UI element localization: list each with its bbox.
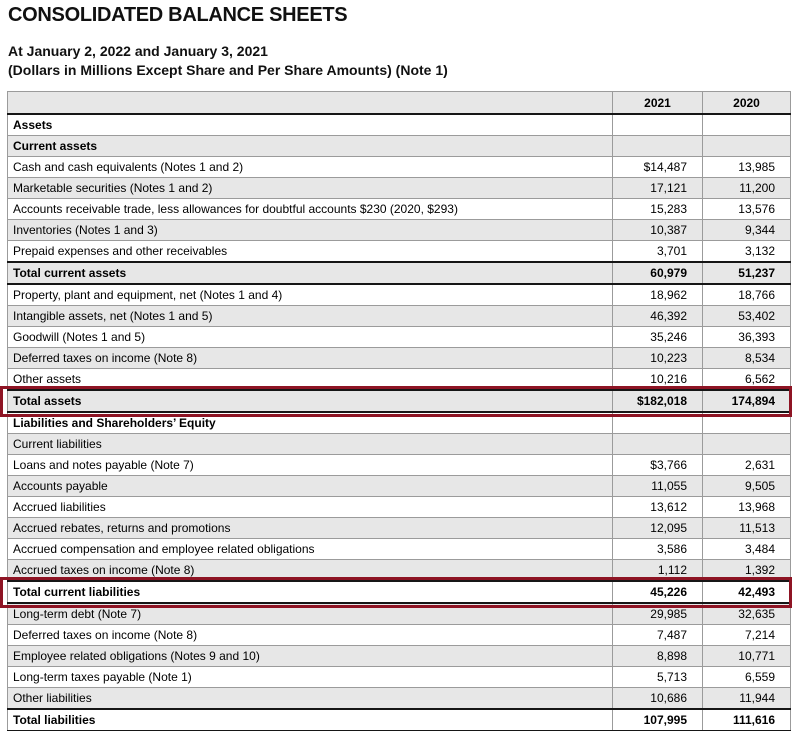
table-row: [8, 560, 791, 582]
value-2020: 36,393: [703, 327, 791, 348]
value-2021: 12,095: [613, 518, 703, 539]
value-2020: [703, 114, 791, 136]
value-2021: 35,246: [613, 327, 703, 348]
document-header: [8, 4, 448, 80]
row-label: Inventories (Notes 1 and 3): [8, 220, 613, 241]
row-label: Accrued rebates, returns and promotions: [8, 518, 613, 539]
value-2020: 6,559: [703, 667, 791, 688]
value-2020: [703, 434, 791, 455]
table-row: [8, 412, 791, 434]
value-2021: 10,387: [613, 220, 703, 241]
row-label: Total current assets: [8, 262, 613, 284]
value-2020: 18,766: [703, 284, 791, 306]
row-label: Accrued compensation and employee related obligations: [8, 539, 613, 560]
value-2021: [613, 136, 703, 157]
value-2020: 2,631: [703, 455, 791, 476]
column-header-2020: 2020: [703, 92, 791, 115]
value-2020: 6,562: [703, 369, 791, 391]
value-2021: $182,018: [613, 390, 703, 412]
value-2021: 7,487: [613, 625, 703, 646]
table-row: [8, 603, 791, 625]
row-label: Loans and notes payable (Note 7): [8, 455, 613, 476]
table-row: [8, 497, 791, 518]
value-2021: 18,962: [613, 284, 703, 306]
table-row: [8, 581, 791, 603]
value-2020: 32,635: [703, 603, 791, 625]
financial-table: [7, 91, 791, 731]
value-2021: 10,216: [613, 369, 703, 391]
row-label: Accounts receivable trade, less allowances for doubtful accounts $230 (2020, $293): [8, 199, 613, 220]
row-label: Cash and cash equivalents (Notes 1 and 2): [8, 157, 613, 178]
value-2020: 10,771: [703, 646, 791, 667]
value-2021: 5,713: [613, 667, 703, 688]
value-2021: 46,392: [613, 306, 703, 327]
value-2021: 3,586: [613, 539, 703, 560]
row-label: Accounts payable: [8, 476, 613, 497]
value-2021: 13,612: [613, 497, 703, 518]
label-column-header: [8, 92, 613, 115]
subtitle-units: (Dollars in Millions Except Share and Per Share Amounts) (Note 1): [8, 62, 448, 78]
value-2020: 111,616: [703, 709, 791, 731]
value-2021: 45,226: [613, 581, 703, 603]
value-2020: 1,392: [703, 560, 791, 582]
row-label: Long-term taxes payable (Note 1): [8, 667, 613, 688]
value-2020: 13,576: [703, 199, 791, 220]
row-label: Total assets: [8, 390, 613, 412]
value-2020: 11,513: [703, 518, 791, 539]
value-2021: [613, 412, 703, 434]
table-row: [8, 369, 791, 391]
row-label: Current assets: [8, 136, 613, 157]
row-label: Property, plant and equipment, net (Notes 1 and 4): [8, 284, 613, 306]
value-2020: 7,214: [703, 625, 791, 646]
table-row: [8, 157, 791, 178]
value-2021: $3,766: [613, 455, 703, 476]
value-2021: [613, 114, 703, 136]
value-2020: 51,237: [703, 262, 791, 284]
value-2021: 10,686: [613, 688, 703, 710]
row-label: Goodwill (Notes 1 and 5): [8, 327, 613, 348]
table-row: [8, 284, 791, 306]
table-row: [8, 327, 791, 348]
row-label: Marketable securities (Notes 1 and 2): [8, 178, 613, 199]
row-label: Other liabilities: [8, 688, 613, 710]
table-row: [8, 667, 791, 688]
value-2020: 13,968: [703, 497, 791, 518]
value-2020: 174,894: [703, 390, 791, 412]
value-2021: $14,487: [613, 157, 703, 178]
column-header-2021: 2021: [613, 92, 703, 115]
table-row: [8, 199, 791, 220]
value-2021: 8,898: [613, 646, 703, 667]
row-label: Current liabilities: [8, 434, 613, 455]
value-2021: 107,995: [613, 709, 703, 731]
table-row: [8, 178, 791, 199]
value-2020: 3,484: [703, 539, 791, 560]
row-label: Prepaid expenses and other receivables: [8, 241, 613, 263]
subtitle-dates: At January 2, 2022 and January 3, 2021: [8, 43, 268, 59]
row-label: Total liabilities: [8, 709, 613, 731]
value-2021: 3,701: [613, 241, 703, 263]
value-2020: 9,505: [703, 476, 791, 497]
value-2020: 11,944: [703, 688, 791, 710]
value-2020: 11,200: [703, 178, 791, 199]
row-label: Employee related obligations (Notes 9 and 10): [8, 646, 613, 667]
row-label: Accrued liabilities: [8, 497, 613, 518]
table-row: [8, 390, 791, 412]
table-row: [8, 455, 791, 476]
value-2020: [703, 412, 791, 434]
table-header-row: [8, 92, 791, 115]
value-2020: [703, 136, 791, 157]
value-2020: 8,534: [703, 348, 791, 369]
table-row: [8, 306, 791, 327]
value-2020: 9,344: [703, 220, 791, 241]
value-2020: 53,402: [703, 306, 791, 327]
value-2021: 15,283: [613, 199, 703, 220]
page-title: CONSOLIDATED BALANCE SHEETS: [8, 4, 348, 26]
value-2021: 60,979: [613, 262, 703, 284]
table-row: [8, 518, 791, 539]
table-row: [8, 220, 791, 241]
row-label: Assets: [8, 114, 613, 136]
value-2020: 42,493: [703, 581, 791, 603]
balance-sheet-table: [7, 91, 792, 731]
table-row: [8, 434, 791, 455]
table-row: [8, 241, 791, 263]
row-label: Deferred taxes on income (Note 8): [8, 625, 613, 646]
table-row: [8, 114, 791, 136]
value-2021: [613, 434, 703, 455]
value-2021: 17,121: [613, 178, 703, 199]
row-label: Accrued taxes on income (Note 8): [8, 560, 613, 582]
value-2021: 10,223: [613, 348, 703, 369]
row-label: Long-term debt (Note 7): [8, 603, 613, 625]
row-label: Liabilities and Shareholders’ Equity: [8, 412, 613, 434]
value-2021: 1,112: [613, 560, 703, 582]
table-row: [8, 646, 791, 667]
table-row: [8, 136, 791, 157]
row-label: Deferred taxes on income (Note 8): [8, 348, 613, 369]
row-label: Intangible assets, net (Notes 1 and 5): [8, 306, 613, 327]
table-row: [8, 688, 791, 710]
value-2021: 29,985: [613, 603, 703, 625]
row-label: Other assets: [8, 369, 613, 391]
table-row: [8, 539, 791, 560]
table-row: [8, 262, 791, 284]
table-row: [8, 625, 791, 646]
table-row: [8, 709, 791, 731]
value-2021: 11,055: [613, 476, 703, 497]
value-2020: 13,985: [703, 157, 791, 178]
table-row: [8, 476, 791, 497]
row-label: Total current liabilities: [8, 581, 613, 603]
table-row: [8, 348, 791, 369]
value-2020: 3,132: [703, 241, 791, 263]
